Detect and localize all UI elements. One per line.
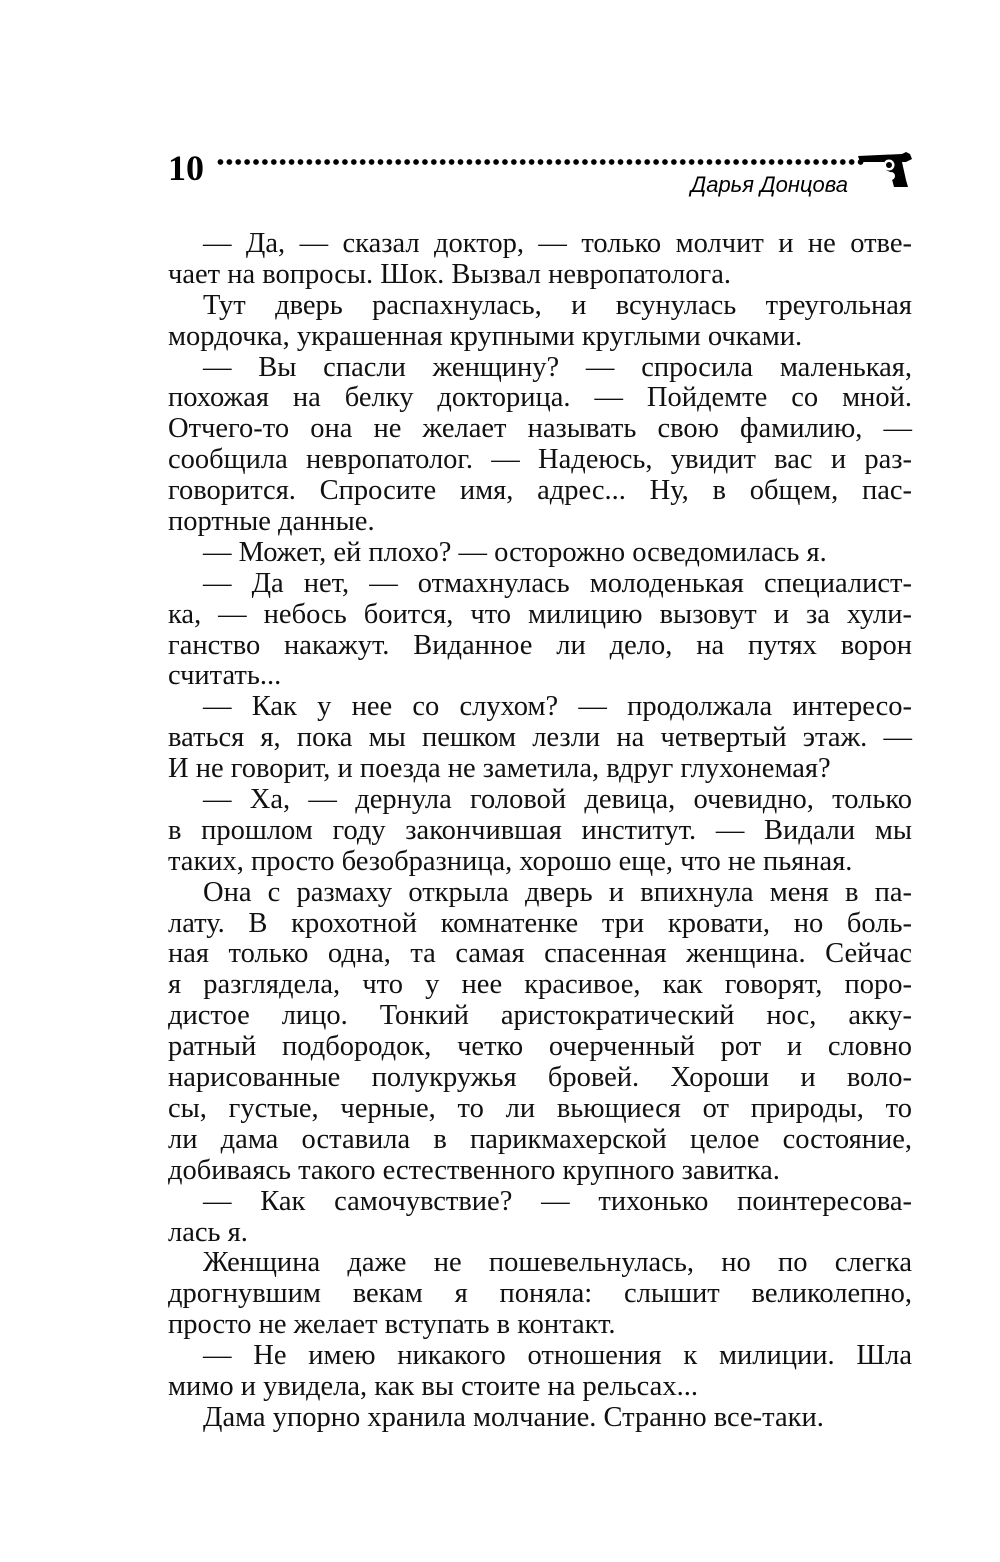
text-line: лату. В крохотной комнатенке три кровати, но боль- bbox=[168, 907, 912, 939]
text-line: я разглядела, что у нее красивое, как говорят, поро- bbox=[168, 969, 912, 1001]
text-line: нарисованные полукружья бровей. Хороши и воло- bbox=[168, 1062, 912, 1094]
text-line: добиваясь такого естественного крупного завитка. bbox=[168, 1154, 780, 1186]
text-line: считать... bbox=[168, 660, 282, 692]
page-number: 10 bbox=[168, 148, 204, 188]
text-line: — Вы спасли женщину? — спросила маленькая, bbox=[203, 351, 912, 383]
text-line: ратный подбородок, четко очерченный рот и словно bbox=[168, 1031, 912, 1063]
text-line: сы, густые, черные, то ли вьющиеся от природы, то bbox=[168, 1092, 912, 1124]
dotted-rule bbox=[216, 158, 866, 166]
text-line: ка, — небось боится, что милицию вызовут и за хули- bbox=[168, 598, 912, 630]
page-body bbox=[168, 229, 912, 1434]
text-line: в прошлом году закончившая институт. — Видали мы bbox=[168, 814, 912, 846]
text-line: — Да, — сказал доктор, — только молчит и не отве- bbox=[203, 228, 912, 259]
text-line: ваться я, пока мы пешком лезли на четвертый этаж. — bbox=[168, 722, 912, 754]
text-line: ли дама оставила в парикмахерской целое состояние, bbox=[168, 1123, 912, 1155]
text-line: Дама упорно хранила молчание. Странно все-таки. bbox=[203, 1401, 824, 1433]
text-line: — Может, ей плохо? — осторожно осведомилась я. bbox=[203, 536, 827, 568]
revolver-icon bbox=[856, 150, 916, 188]
running-title-author: Дарья Донцова bbox=[690, 172, 848, 197]
text-line: дистое лицо. Тонкий аристократический нос, акку- bbox=[168, 1000, 912, 1032]
text-line: Отчего-то она не желает называть свою фамилию, — bbox=[168, 413, 912, 445]
text-line: — Да нет, — отмахнулась молоденькая специалист- bbox=[203, 567, 912, 599]
text-line: похожая на белку докторица. — Пойдемте со мной. bbox=[168, 382, 912, 414]
text-line: — Не имею никакого отношения к милиции. Шла bbox=[203, 1340, 912, 1372]
text-line: Тут дверь распахнулась, и всунулась треугольная bbox=[203, 289, 912, 321]
text-line: портные данные. bbox=[168, 506, 375, 538]
text-line: Женщина даже не пошевельнулась, но по слегка bbox=[203, 1247, 912, 1279]
text-line: — Как самочувствие? — тихонько поинтересова- bbox=[203, 1185, 912, 1217]
text-line: просто не желает вступать в контакт. bbox=[168, 1309, 616, 1341]
text-line: чает на вопросы. Шок. Вызвал невропатолога. bbox=[168, 258, 732, 290]
text-line: ганство накажут. Виданное ли дело, на путях ворон bbox=[168, 629, 912, 661]
text-line: — Ха, — дернула головой девица, очевидно, только bbox=[203, 784, 912, 816]
text-line: сообщила невропатолог. — Надеюсь, увидит вас и раз- bbox=[168, 444, 912, 476]
running-header bbox=[168, 148, 913, 200]
text-line: мордочка, украшенная крупными круглыми очками. bbox=[168, 320, 803, 352]
text-line: дрогнувшим векам я поняла: слышит великолепно, bbox=[168, 1278, 912, 1310]
text-line: лась я. bbox=[168, 1216, 248, 1248]
text-line: ная только одна, та самая спасенная женщина. Сейчас bbox=[168, 938, 912, 970]
text-line: говорится. Спросите имя, адрес... Ну, в общем, пас- bbox=[168, 475, 912, 507]
text-line: И не говорит, и поезда не заметила, вдруг глухонемая? bbox=[168, 753, 831, 785]
text-line: Она с размаху открыла дверь и впихнула меня в па- bbox=[203, 876, 912, 908]
text-line: мимо и увидела, как вы стоите на рельсах... bbox=[168, 1370, 698, 1402]
text-line: таких, просто безобразница, хорошо еще, что не пьяная. bbox=[168, 845, 853, 877]
text-line: — Как у нее со слухом? — продолжала интересо- bbox=[203, 691, 912, 723]
